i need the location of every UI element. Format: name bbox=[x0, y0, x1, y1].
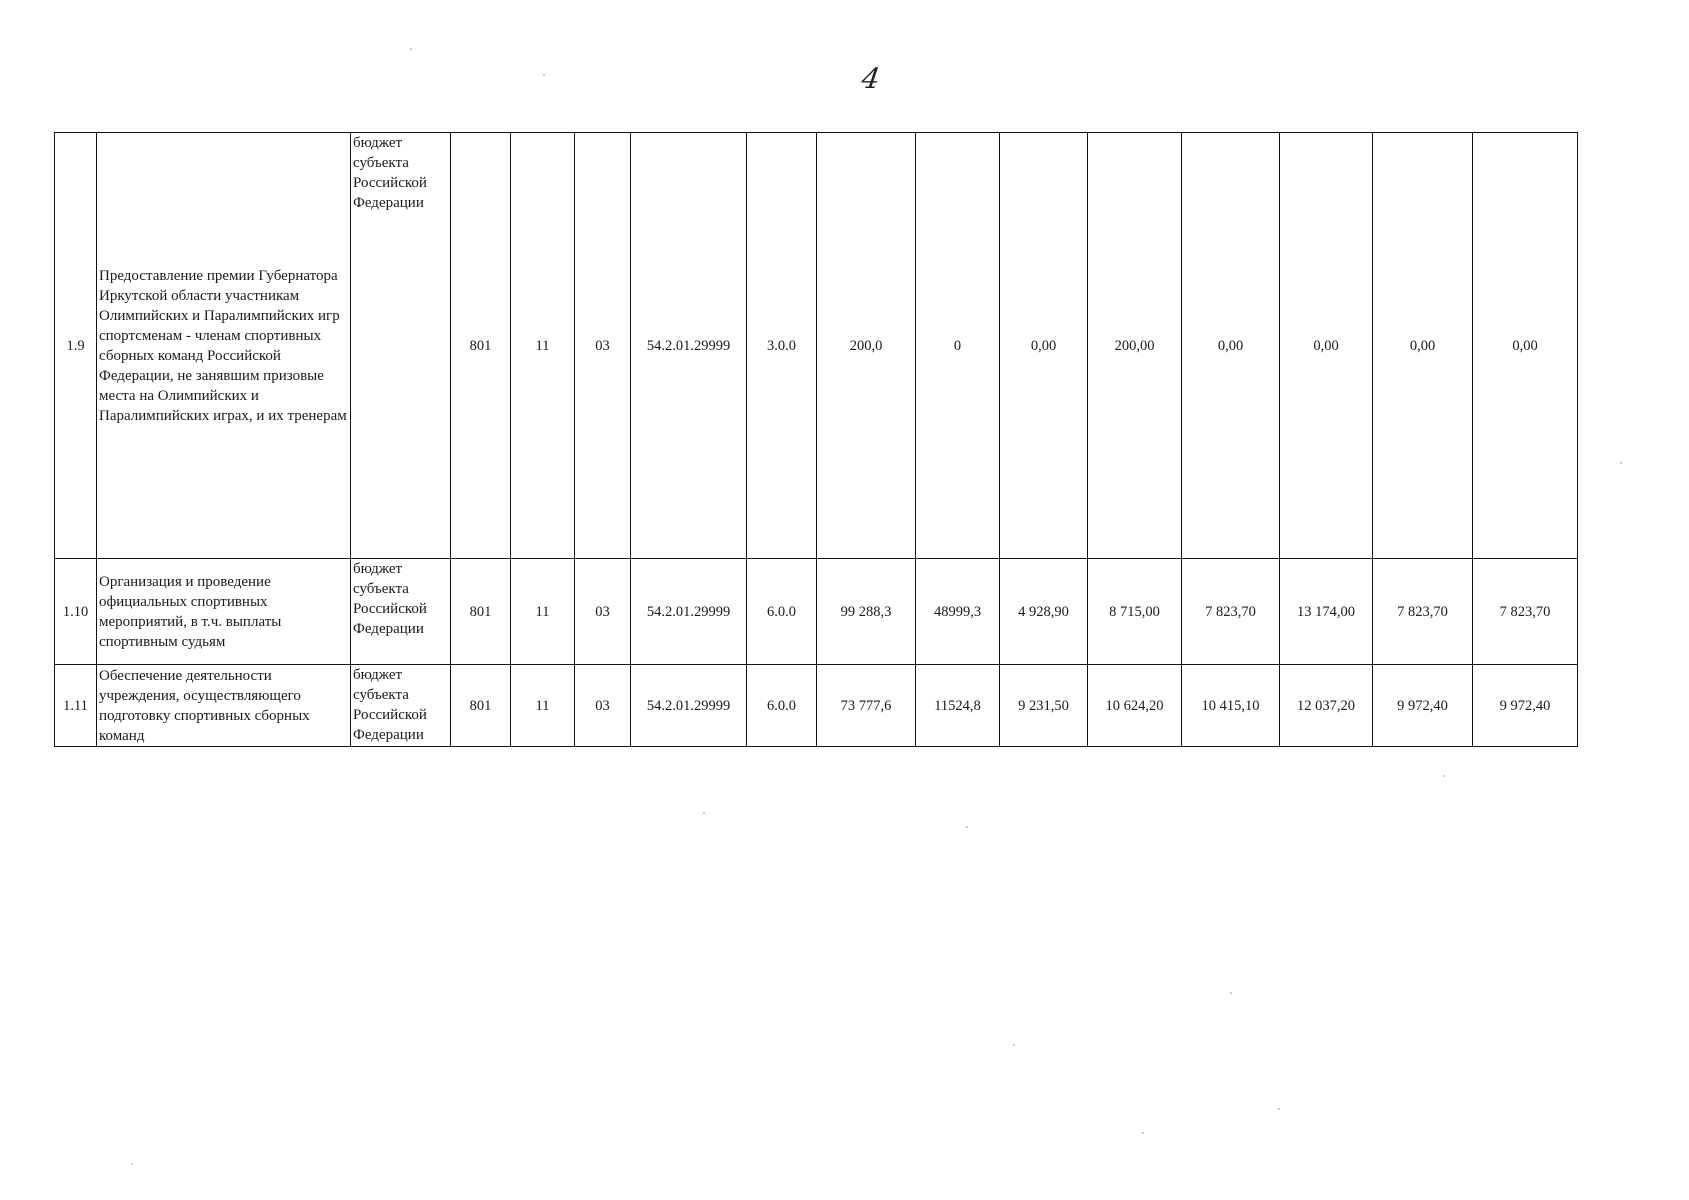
total-amount: 73 777,6 bbox=[817, 665, 916, 747]
funding-source bbox=[351, 665, 451, 747]
section-code: 11 bbox=[511, 665, 575, 747]
year-amount-2: 4 928,90 bbox=[1000, 559, 1088, 665]
year-amount-4: 10 415,10 bbox=[1182, 665, 1280, 747]
scan-speck bbox=[410, 48, 412, 50]
subsection-code: 03 bbox=[575, 133, 631, 559]
scan-speck bbox=[1443, 775, 1445, 777]
measure-name: Предоставление премии Губернатора Иркутской области участникам Олимпийских и Паралимпийских игр спортсменам - членам спортивных сборных команд Российской Федерации, не занявшим призовые места на Олимпийских и Паралимпийских играх, и их тренерам bbox=[97, 133, 351, 559]
year-amount-7: 7 823,70 bbox=[1473, 559, 1578, 665]
year-amount-2: 0,00 bbox=[1000, 133, 1088, 559]
measure-name: Обеспечение деятельности учреждения, осуществляющего подготовку спортивных сборных команд bbox=[97, 665, 351, 747]
year-amount-5: 13 174,00 bbox=[1280, 559, 1373, 665]
measure-name: Организация и проведение официальных спортивных мероприятий, в т.ч. выплаты спортивным судьям bbox=[97, 559, 351, 665]
expense-type-code: 3.0.0 bbox=[747, 133, 817, 559]
table-row bbox=[55, 665, 1578, 747]
target-article-code: 54.2.01.29999 bbox=[631, 665, 747, 747]
scan-speck bbox=[966, 826, 968, 828]
year-amount-7: 9 972,40 bbox=[1473, 665, 1578, 747]
scan-speck bbox=[1230, 992, 1232, 994]
grbs-code: 801 bbox=[451, 133, 511, 559]
year-amount-4: 0,00 bbox=[1182, 133, 1280, 559]
year-amount-1: 0 bbox=[916, 133, 1000, 559]
total-amount: 99 288,3 bbox=[817, 559, 916, 665]
grbs-code: 801 bbox=[451, 559, 511, 665]
scan-speck bbox=[1013, 1044, 1015, 1046]
expense-type-code: 6.0.0 bbox=[747, 559, 817, 665]
funding-source-text: бюджет субъекта Российской Федерации bbox=[353, 135, 427, 211]
scan-speck bbox=[1278, 1108, 1280, 1110]
section-code: 11 bbox=[511, 559, 575, 665]
scan-speck bbox=[543, 74, 545, 76]
row-index: 1.9 bbox=[55, 133, 97, 559]
target-article-code: 54.2.01.29999 bbox=[631, 559, 747, 665]
year-amount-1: 11524,8 bbox=[916, 665, 1000, 747]
year-amount-2: 9 231,50 bbox=[1000, 665, 1088, 747]
row-index: 1.11 bbox=[55, 665, 97, 747]
row-index: 1.10 bbox=[55, 559, 97, 665]
subsection-code: 03 bbox=[575, 665, 631, 747]
section-code: 11 bbox=[511, 133, 575, 559]
year-amount-6: 0,00 bbox=[1373, 133, 1473, 559]
year-amount-3: 8 715,00 bbox=[1088, 559, 1182, 665]
table-row bbox=[55, 559, 1578, 665]
scan-speck bbox=[1620, 462, 1622, 464]
year-amount-3: 200,00 bbox=[1088, 133, 1182, 559]
funding-source bbox=[351, 559, 451, 665]
year-amount-6: 7 823,70 bbox=[1373, 559, 1473, 665]
table-row bbox=[55, 133, 1578, 559]
year-amount-3: 10 624,20 bbox=[1088, 665, 1182, 747]
scan-speck bbox=[131, 1163, 133, 1165]
scan-speck bbox=[703, 812, 705, 814]
target-article-code: 54.2.01.29999 bbox=[631, 133, 747, 559]
funding-source-text: бюджет субъекта Российской Федерации bbox=[353, 561, 427, 637]
total-amount: 200,0 bbox=[817, 133, 916, 559]
funding-source-text: бюджет субъекта Российской Федерации bbox=[353, 667, 427, 743]
budget-table bbox=[54, 132, 1578, 747]
page-number: 4 bbox=[859, 62, 883, 95]
scan-speck bbox=[1142, 1132, 1144, 1134]
grbs-code: 801 bbox=[451, 665, 511, 747]
expense-type-code: 6.0.0 bbox=[747, 665, 817, 747]
year-amount-7: 0,00 bbox=[1473, 133, 1578, 559]
funding-source bbox=[351, 133, 451, 559]
year-amount-5: 12 037,20 bbox=[1280, 665, 1373, 747]
year-amount-6: 9 972,40 bbox=[1373, 665, 1473, 747]
year-amount-4: 7 823,70 bbox=[1182, 559, 1280, 665]
year-amount-1: 48999,3 bbox=[916, 559, 1000, 665]
year-amount-5: 0,00 bbox=[1280, 133, 1373, 559]
subsection-code: 03 bbox=[575, 559, 631, 665]
